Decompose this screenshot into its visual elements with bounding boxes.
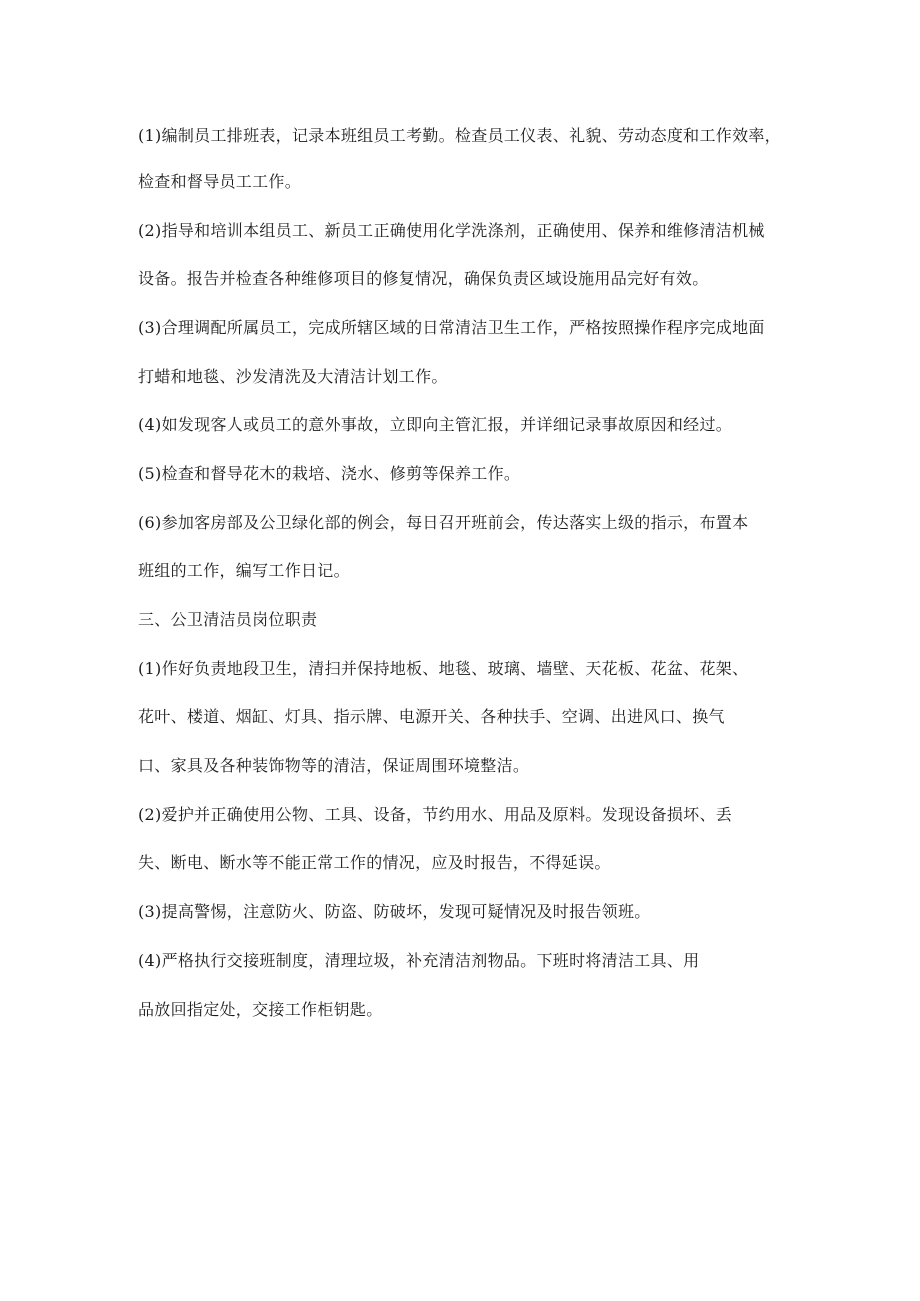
text-line: (6)参加客房部及公卫绿化部的例会，每日召开班前会，传达落实上级的指示，布置本 — [138, 513, 749, 532]
text-line: 班组的工作，编写工作日记。 — [138, 561, 350, 580]
text-line: 检查和督导员工工作。 — [138, 172, 302, 191]
text-line: 设备。报告并检查各种维修项目的修复情况，确保负责区域设施用品完好有效。 — [138, 269, 709, 288]
text-line: (2)指导和培训本组员工、新员工正确使用化学洗涤剂，正确使用、保养和维修清洁机械 — [138, 221, 765, 240]
text-line: (4)严格执行交接班制度，清理垃圾，补充清洁剂物品。下班时将清洁工具、用 — [138, 951, 700, 970]
text-line: (3)合理调配所属员工，完成所辖区域的日常清洁卫生工作，严格按照操作程序完成地面 — [138, 318, 765, 337]
text-line: (1)编制员工排班表，记录本班组员工考勤。检查员工仪表、礼貌、劳动态度和工作效率， — [138, 126, 781, 145]
text-line: (3)提高警惕，注意防火、防盗、防破坏，发现可疑情况及时报告领班。 — [138, 902, 651, 921]
text-line: 花叶、楼道、烟缸、灯具、指示牌、电源开关、各种扶手、空调、出进风口、换气 — [138, 707, 725, 726]
text-line: (4)如发现客人或员工的意外事故，立即向主管汇报，并详细记录事故原因和经过。 — [138, 415, 733, 434]
text-line: (2)爱护并正确使用公物、工具、设备，节约用水、用品及原料。发现设备损坏、丢 — [138, 805, 733, 824]
text-line: (1)作好负责地段卫生，清扫并保持地板、地毯、玻璃、墙壁、天花板、花盆、花架、 — [138, 659, 749, 678]
section-heading: 三、公卫清洁员岗位职责 — [138, 610, 318, 629]
text-line: 口、家具及各种装饰物等的清洁，保证周围环境整洁。 — [138, 756, 530, 775]
text-line: 品放回指定处，交接工作柜钥匙。 — [138, 1000, 383, 1019]
text-line: (5)检查和督导花木的栽培、浇水、修剪等保养工作。 — [138, 464, 521, 483]
text-line: 失、断电、断水等不能正常工作的情况，应及时报告，不得延误。 — [138, 853, 611, 872]
text-line: 打蜡和地毯、沙发清洗及大清洁计划工作。 — [138, 367, 448, 386]
